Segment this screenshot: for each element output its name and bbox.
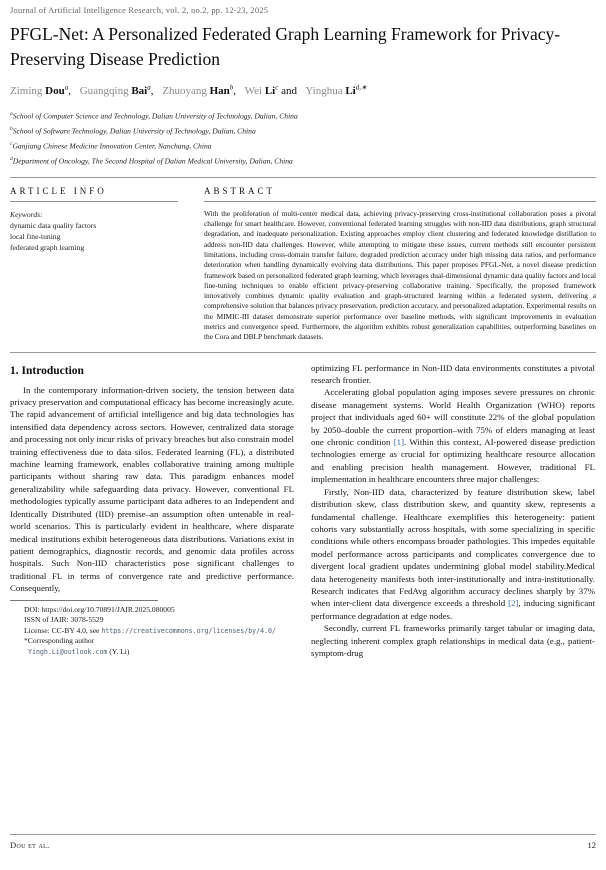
license-url-link[interactable]: https://creativecommons.org/licenses/by/4.0/ [101,626,276,635]
abstract-bottom-divider [10,352,596,353]
keywords-label: Keywords: [10,209,43,219]
header-divider [10,177,596,178]
affiliation: $^a$School of Computer Science and Technology, Dalian University of Technology, Dalian, China [10,110,298,121]
article-info-heading: ARTICLE INFO [10,185,107,196]
keyword: dynamic data quality factors [10,220,97,230]
article-info-column [10,186,178,343]
affiliation: $^b$School of Software Technology, Dalian University of Technology, Dalian, China [10,125,256,136]
abstract-text: With the proliferation of multi-center medical data, achieving privacy-preserving cross-institutional collaboration poses a pivotal challenge for smart healthcare. However, conventional federated learning struggles with non-IID data distributions, graph structural degradation, and inadequate personalization. Existing approaches employ client clustering and federated knowledge distillation to address non-IID data challenges. However, while attempting to mitigate these issues, current methods still encounter persistent limitations, including cross-domain transfer failure, degraded prediction accuracy under high missing data ratios, and performance deterioration when handling dynamically evolving data distributions. This paper proposes PFGL-Net, a novel disease prediction framework based on personalized federated graph learning, which leverages dual-dimensional dynamic data quality factors and local fine-tuning techniques to enable efficient privacy-preserving collaborative training. Specifically, the proposed framework innovatively combines dynamic quality evaluation and graph-structured learning within a federated system, delivering a comprehensive solution that balances privacy preservation, prediction accuracy, and personalized adaptation. Experimental results on the MIMIC-III dataset demonstrate superior performance over baseline methods, with significant improvements in evaluation metrics and convergence speed. Furthermore, the algorithm exhibits robust generalization capabilities, outperforming baselines on the Cora and DBLP benchmark datasets. [204,208,596,342]
email-line: Yingh.Li@outlook.com (Y. Li) [28,646,130,656]
paragraph: optimizing FL performance in Non-IID data environments constitutes a pivotal research frontier. [311,362,595,386]
paragraph: Firstly, Non-IID data, characterized by feature distribution skew, label distribution skew, class distribution skew, and quantity skew, represents a fundamental challenge. Healthcare exemplifies this heterogeneity: patient cohorts vary substantially across hospitals, with some specializing in specific conditions while others encompass broader pathologies. This impedes equitable model performance across participants and complicates convergence due to divergent local gradient updates undermining global model stability.Medical data heterogeneity manifests both inter-institutionally and intra-institutionally. Research indicates that FedAvg algorithm accuracy declines sharply by 37% when inter-client data divergence exceeds a threshold [2], inducing significant performance degradation at edge nodes. [311,486,595,621]
author: Yinghua $Li^{d,∗}$ [305,83,367,97]
right-column [311,362,595,660]
citation-link[interactable]: [2] [508,598,519,609]
author: Wei Li$^c$ and [244,83,297,97]
article-info-rule [10,201,178,202]
section-heading-introduction: 1. Introduction [10,364,84,377]
footnote-block [10,600,294,658]
author: Guangqing Bai$^a$, [79,83,154,97]
keyword: federated graph learning [10,242,85,252]
paragraph: In the contemporary information-driven society, the tension between data privacy preservation and computational efficacy has become increasingly acute. The rapid advancement of artificial intelligence and big data technologies has intensified data dependency across sectors. However, centralized data storage and processing not only incur risks of privacy breaches but also constrain model training effectiveness due to data silos. Federated learning (FL), a distributed machine learning framework, enables collaborative training among multiple participants without sharing raw data. This paradigm enhances model generalizability while safeguarding data privacy. However, conventional FL methodologies typically assume participant data adheres to an Independent and Identically Distributed (IID) premise–an assumption often untenable in real-world scenarios. This is particularly evident in healthcare, where disparate medical institutions exhibit heterogeneous data distributions. Variations exist in patient demographics, diagnostic records, and genomic data profiles across hospitals. Such Non-IID characteristics pose significant challenges to traditional FL in terms of convergence rate and predictive performance. Consequently, [10,384,294,594]
affiliation: $^c$Ganjiang Chinese Medicine Innovation Center, Nanchang, China [10,140,212,151]
journal-header: Journal of Artificial Intelligence Research, vol. 2, no.2, pp. 12-23, 2025 [10,5,269,15]
page-number: 12 [587,840,596,850]
keyword: local fine-tuning [10,231,61,241]
paragraph: Accelerating global population aging imposes severe pressures on chronic disease management systems. World Health Organization (WHO) reports project that individuals aged 60+ will constitute 22% of the global population by 2050–double the current proportion–with 75% of elders managing at least one chronic condition [1]. Within this context, AI-powered disease prediction technologies emerge as crucial for optimizing healthcare resource allocation and enabling precision health management. However, traditional FL implementation in healthcare encounters three major challenges: [311,387,595,485]
footnote-rule [10,600,158,601]
issn-line: ISSN of JAIR: 3078-5529 [24,615,104,625]
doi-line[interactable]: DOI: https://doi.org/10.70891/JAIR.2025.080005 [24,604,175,614]
author: Ziming Dou$^a$, [10,83,71,97]
affiliations [10,108,596,168]
email-link[interactable]: Yingh.Li@outlook.com [28,647,108,656]
running-author: Dou et al. [10,840,50,850]
author: Zhuoyang Han$^b$, [162,83,237,97]
info-abstract-block [10,186,596,343]
left-column [10,362,294,660]
license-line: License: CC-BY 4.0, see https://creativecommons.org/licenses/by/4.0/ [24,625,276,635]
affiliation: $^d$Department of Oncology, The Second Hospital of Dalian Medical University, Dalian, China [10,155,293,166]
abstract-rule [204,201,596,202]
body-columns [10,362,596,660]
paragraph: Secondly, current FL frameworks primarily target tabular or imaging data, neglecting inherent complex graph relationships in medical data (e.g., patient-symptom-drug [311,623,595,658]
paper-title: PFGL-Net: A Personalized Federated Graph Learning Framework for Privacy-Preserving Disease Prediction [10,24,561,69]
author-line [10,83,596,97]
abstract-heading: ABSTRACT [204,185,276,196]
citation-link[interactable]: [1] [393,437,405,448]
page-footer [10,834,596,850]
footer-divider [10,834,596,835]
abstract-column [204,186,596,343]
corresponding-author-note: *Corresponding author [24,636,95,646]
